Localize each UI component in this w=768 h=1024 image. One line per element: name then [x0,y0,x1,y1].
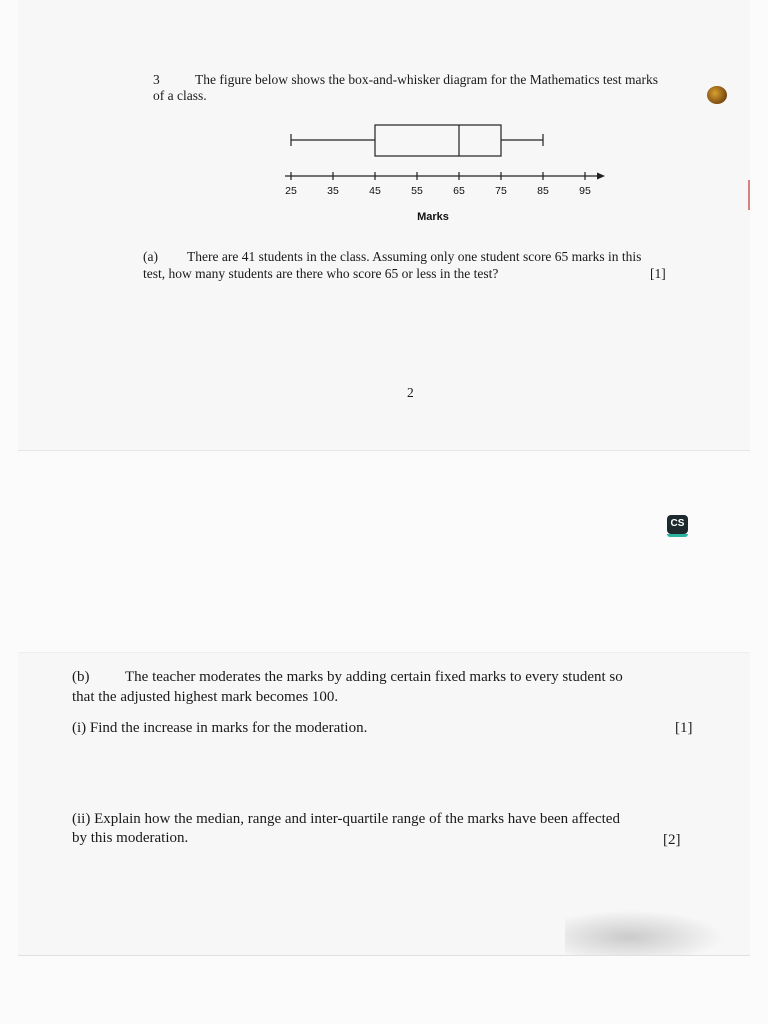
part-b-i-marks: [1] [675,720,693,736]
interquartile-box [375,125,501,156]
question-intro-line-1: The figure below shows the box-and-whisker diagram for the Mathematics test marks [195,72,658,87]
part-b-label: (b) [72,669,90,685]
x-axis-title: Marks [417,211,449,223]
part-b-text-line-1: The teacher moderates the marks by adding certain fixed marks to every student so [125,669,623,685]
question-intro-line-2: of a class. [153,88,207,103]
x-tick-label: 95 [579,185,591,197]
x-tick-label: 75 [495,185,507,197]
part-a-text-line-2: test, how many students are there who score 65 or less in the test? [143,266,499,281]
part-a-label: (a) [143,249,158,264]
part-b-ii-text-line-2: by this moderation. [72,830,189,846]
ink-blot [707,86,727,104]
x-tick-label: 65 [453,185,465,197]
question-number: 3 [153,72,160,87]
scan-smudge [565,910,725,955]
x-tick-label: 85 [537,185,549,197]
camscanner-logo-icon: CS [667,515,688,534]
box-and-whisker-diagram [270,118,610,228]
part-a-marks: [1] [650,266,666,281]
part-b-text-line-2: that the adjusted highest mark becomes 100. [72,689,339,705]
part-b-ii-marks: [2] [663,832,681,848]
page-number: 2 [407,385,414,400]
x-axis-arrow-icon [597,173,605,180]
page-edge-mark [748,180,750,210]
part-b-i-text: (i) Find the increase in marks for the moderation. [72,720,368,736]
x-tick-label: 45 [369,185,381,197]
x-tick-label: 35 [327,185,339,197]
part-b-ii-text-line-1: (ii) Explain how the median, range and inter-quartile range of the marks have been affected [72,811,620,827]
x-tick-label: 25 [285,185,297,197]
part-a-text-line-1: There are 41 students in the class. Assuming only one student score 65 marks in this [187,249,642,264]
x-tick-label: 55 [411,185,423,197]
